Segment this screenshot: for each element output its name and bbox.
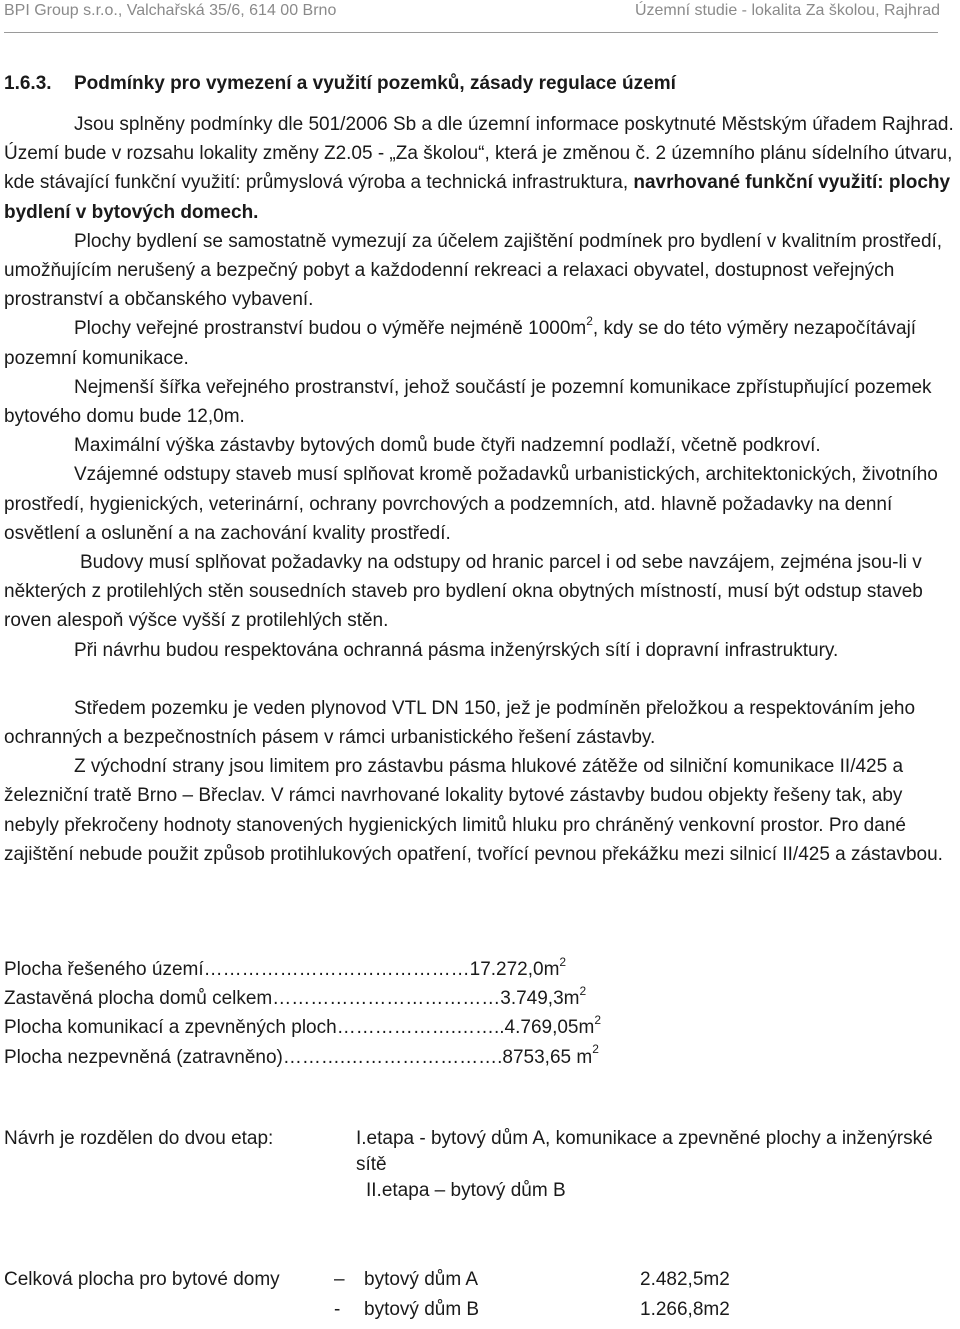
area-summary xyxy=(4,955,601,1072)
total-area-label: Celková plocha pro bytové domy xyxy=(4,1269,280,1290)
section-body xyxy=(4,110,954,869)
paragraph: Budovy musí splňovat požadavky na odstupy od hranic parcel i od sebe navzájem, zejména jsou-li v některých z protilehlých stěn sousedních staveb pro bydlení okna obytných místností, musí být odstup staveb roven alespoň výšce vyšší z protilehlých stěn. xyxy=(4,552,923,632)
area-row xyxy=(4,955,601,984)
stage-item: I.etapa - bytový dům A, komunikace a zpevněné plochy a inženýrské sítě xyxy=(356,1128,933,1175)
area-row-text: Plocha řešeného území……………………………………17.272,0m xyxy=(4,959,560,980)
paragraph: Plochy bydlení se samostatně vymezují za účelem zajištění podmínek pro bydlení v kvalitním prostředí, umožňujícím nerušený a bezpečný pobyt a každodenní rekreaci a relaxaci obyvatel, dostupnost veřejných prostranství a občanského vybavení. xyxy=(4,230,943,311)
building-area-value: 1.266,8m2 xyxy=(640,1298,730,1320)
stages-label: Návrh je rozdělen do dvou etap: xyxy=(4,1128,274,1149)
header-divider xyxy=(4,32,938,33)
page-header xyxy=(4,2,940,24)
section-heading xyxy=(4,73,676,95)
stage-item: II.etapa – bytový dům B xyxy=(366,1180,566,1201)
header-company: BPI Group s.r.o., Valchařská 35/6, 614 00 Brno xyxy=(4,2,337,19)
section-title: Podmínky pro vymezení a využití pozemků, zásady regulace území xyxy=(74,73,676,94)
area-row-text: Zastavěná plocha domů celkem………………………………3.749,3m xyxy=(4,988,580,1010)
stages-list xyxy=(356,1126,946,1204)
total-area-row xyxy=(4,1295,954,1325)
building-name: bytový dům A xyxy=(364,1269,479,1290)
paragraph xyxy=(4,314,954,372)
area-row xyxy=(4,984,601,1013)
paragraph-text: Plochy veřejné prostranství budou o výměře nejméně 1000m xyxy=(74,318,587,340)
superscript: 2 xyxy=(592,1042,599,1057)
paragraph: Nejmenší šířka veřejného prostranství, jehož součástí je pozemní komunikace zpřístupňující pozemek bytového domu bude 12,0m. xyxy=(4,376,932,428)
total-area-row xyxy=(4,1265,954,1295)
header-document-title: Územní studie - lokalita Za školou, Rajhrad xyxy=(634,2,940,19)
superscript: 2 xyxy=(586,314,593,329)
area-row xyxy=(4,1013,601,1042)
paragraph xyxy=(4,110,954,227)
area-row xyxy=(4,1043,601,1072)
dash: – xyxy=(334,1269,345,1290)
paragraph: Z východní strany jsou limitem pro zástavbu pásma hlukové zátěže od silniční komunikace II/425 a železniční tratě Brno – Břeclav. V rámci navrhované lokality bytové zástavby budou objekty řešeny tak, aby nebyly překročeny hodnoty stanovených hygienických limitů hluku pro chráněný venkovní prostor. Pro dané zajištění nebude použit způsob protihlukových opatření, tvořící pevnou překážku mezi silnicí II/425 a zástavbou. xyxy=(4,756,943,865)
total-area-block xyxy=(4,1265,954,1324)
paragraph: Středem pozemku je veden plynovod VTL DN 150, jež je podmíněn přeložkou a respektováním jeho ochranných a bezpečnostních pásem v rámci urbanistického řešení zástavby. xyxy=(4,697,916,749)
paragraph: Vzájemné odstupy staveb musí splňovat kromě požadavků urbanistických, architektonických, životního prostředí, hygienických, veterinární, ochrany povrchových a podzemních, atd. hlavně požadavky na denní osvětlení a oslunění a na zachování kvality prostředí. xyxy=(4,464,938,544)
paragraph-text: , kdy se do této výměry nezapočítávají pozemní komunikace. xyxy=(4,318,917,369)
area-row-text: Plocha nezpevněná (zatravněno)……….…………………….8753,65 m xyxy=(4,1046,593,1068)
building-name: bytový dům B xyxy=(364,1298,480,1320)
superscript: 2 xyxy=(559,954,567,969)
superscript: 2 xyxy=(594,1013,602,1028)
superscript: 2 xyxy=(579,983,587,998)
dash: - xyxy=(334,1298,341,1320)
section-number: 1.6.3. xyxy=(4,73,52,94)
paragraph: Maximální výška zástavby bytových domů bude čtyři nadzemní podlaží, včetně podkroví. xyxy=(74,435,821,457)
paragraph-text: Jsou splněny podmínky dle 501/2006 Sb a dle územní informace poskytnuté Městským úřadem Rajhrad. Území bude v rozsahu lokality změny Z2.05 - „Za školou“, která je změnou č. 2 územního plánu sídelního útvaru, kde stávající funkční využití: průmyslová výroba a technická infrastruktura, xyxy=(4,114,954,194)
paragraph-bold-text: navrhované funkční využití: plochy bydlení v bytových domech. xyxy=(4,172,951,223)
paragraph: Při návrhu budou respektována ochranná pásma inženýrských sítí i dopravní infrastruktury. xyxy=(74,639,839,661)
area-row-text: Plocha komunikací a zpevněných ploch……………….……..4.769,05m xyxy=(4,1017,595,1039)
building-area-value: 2.482,5m2 xyxy=(640,1269,730,1290)
